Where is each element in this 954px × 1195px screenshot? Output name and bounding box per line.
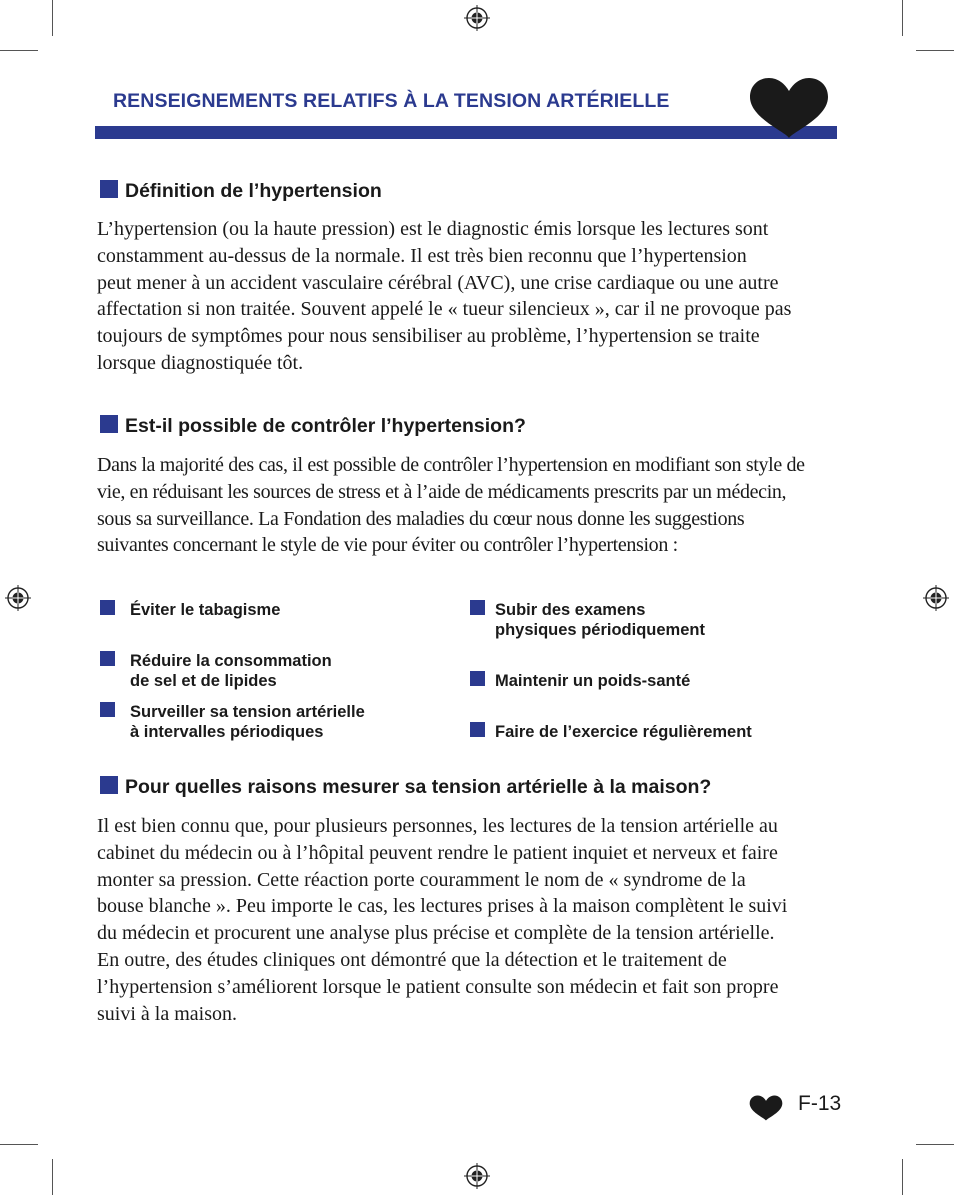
crop-mark [52,1159,53,1195]
text-line: vie, en réduisant les sources de stress et à l’aide de médicaments prescrits par un médecin, [97,480,787,503]
text-line: sous sa surveillance. La Fondation des maladies du cœur nous donne les suggestions [97,507,745,530]
square-bullet-icon [100,776,118,794]
list-item-text: Subir des examens [495,601,646,619]
square-bullet-icon [100,702,115,717]
text-line: suivi à la maison. [97,1002,237,1025]
heart-icon [748,1094,784,1122]
crop-mark [916,1144,954,1145]
square-bullet-icon [100,600,115,615]
page-number: F-13 [798,1092,842,1115]
text-line: lorsque diagnostiquée tôt. [97,351,304,374]
square-bullet-icon [100,651,115,666]
crop-mark [0,50,38,51]
list-item-text: Réduire la consommation [130,652,332,670]
section-heading-text: Définition de l’hypertension [125,180,382,202]
section-heading [100,180,382,203]
crop-mark [0,1144,38,1145]
section-heading-text: Pour quelles raisons mesurer sa tension artérielle à la maison? [125,776,712,798]
text-line: Il est bien connu que, pour plusieurs personnes, les lectures de la tension artérielle au [97,815,778,837]
text-line: toujours de symptômes pour nous sensibiliser au problème, l’hypertension se traite [97,325,760,348]
section-paragraph [97,813,837,1027]
text-line: En outre, des études cliniques ont démontré que la détection et le traitement de [97,948,727,971]
section-paragraph [97,216,837,377]
list-item-text: Éviter le tabagisme [130,601,281,619]
registration-mark-icon [464,1163,490,1189]
list-item-text: physiques périodiquement [495,621,705,639]
list-item-text: de sel et de lipides [130,672,277,690]
text-line: du médecin et procurent une analyse plus précise et complète de la tension artérielle. [97,922,775,945]
text-line: constamment au-dessus de la normale. Il est très bien reconnu que l’hypertension [97,244,747,267]
text-line: Dans la majorité des cas, il est possible de contrôler l’hypertension en modifiant son style de [97,454,805,476]
text-line: affectation si non traitée. Souvent appelé le « tueur silencieux », car il ne provoque pas [97,298,792,321]
text-line: bouse blanche ». Peu importe le cas, les lectures prises à la maison complètent le suivi [97,895,788,918]
list-item-text: à intervalles périodiques [130,723,324,741]
heart-icon [746,76,832,140]
section-heading [100,776,711,799]
crop-mark [902,0,903,36]
registration-mark-icon [923,585,949,611]
registration-mark-icon [464,5,490,31]
header-rule [95,126,837,139]
page-header-title: RENSEIGNEMENTS RELATIFS À LA TENSION ARTÉRIELLE [113,90,670,112]
text-line: l’hypertension s’améliorent lorsque le patient consulte son médecin et fait son propre [97,975,779,998]
list-item-text: Surveiller sa tension artérielle [130,703,365,721]
list-item-text: Maintenir un poids-santé [495,672,691,690]
section-heading [100,415,526,438]
crop-mark [902,1159,903,1195]
crop-mark [52,0,53,36]
square-bullet-icon [100,180,118,198]
text-line: peut mener à un accident vasculaire cérébral (AVC), une crise cardiaque ou une autre [97,271,779,294]
text-line: cabinet du médecin ou à l’hôpital peuvent rendre le patient inquiet et nerveux et faire [97,841,778,864]
square-bullet-icon [470,600,485,615]
list-item-text: Faire de l’exercice régulièrement [495,723,752,741]
section-paragraph [97,452,837,559]
square-bullet-icon [470,671,485,686]
section-heading-text: Est-il possible de contrôler l’hypertension? [125,415,526,437]
registration-mark-icon [5,585,31,611]
crop-mark [916,50,954,51]
text-line: L’hypertension (ou la haute pression) est le diagnostic émis lorsque les lectures sont [97,218,769,240]
square-bullet-icon [470,722,485,737]
text-line: suivantes concernant le style de vie pour éviter ou contrôler l’hypertension : [97,534,678,557]
text-line: monter sa pression. Cette réaction porte couramment le nom de « syndrome de la [97,868,746,891]
square-bullet-icon [100,415,118,433]
